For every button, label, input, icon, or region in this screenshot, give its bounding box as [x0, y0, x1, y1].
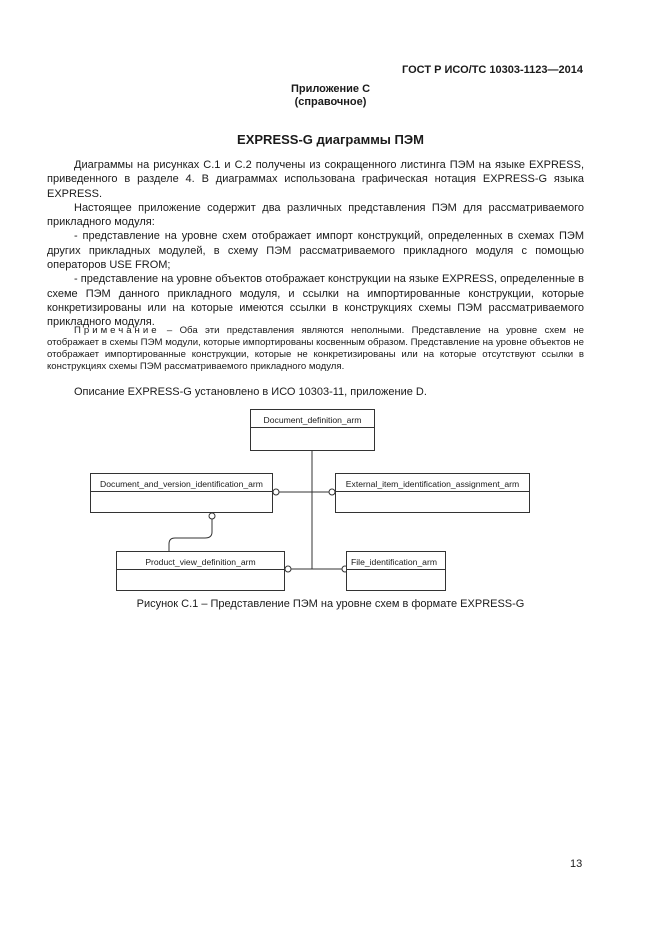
description-line: Описание EXPRESS-G установлено в ИСО 10303-11, приложение D.	[74, 386, 427, 398]
box-doc-version-identification-label: Document_and_version_identification_arm	[91, 477, 272, 492]
note-dash: –	[166, 325, 173, 336]
figure-caption: Рисунок С.1 – Представление ПЭМ на уровне схем в формате EXPRESS-G	[136, 598, 525, 610]
note-label: Примечание	[74, 325, 160, 336]
box-file-identification-label: File_identification_arm	[347, 555, 445, 570]
paragraph-3: - представление на уровне схем отображает импорт конструкций, определенных в схемах ПЭМ других прикладных модулей, в схему ПЭМ рассматриваемого прикладного модуля с помощью операторов USE FROM;	[47, 230, 584, 272]
box-external-item-identification	[335, 473, 530, 513]
ring-product-view	[285, 566, 291, 572]
note-text: Оба эти представления являются неполными. Представление на уровне схем не отображает в схемы ПЭМ модули, которые импортированы косвенным образом. Представление на уровне объектов не отображает импортированные конструкции, которые не конкретизированы или на которые отсутствуют ссылки в конструкциях схемы ПЭМ рассматриваемого прикладного модуля.	[47, 325, 585, 372]
box-doc-version-identification	[90, 473, 273, 513]
paragraph-1: Диаграммы на рисунках С.1 и С.2 получены из сокращенного листинга ПЭМ на языке EXPRESS, приведенного в разделе 4. В диаграммах использована графическая нотация EXPRESS-G языка EXPRESS.	[47, 159, 584, 200]
annex-subtitle: (справочное)	[294, 96, 367, 108]
paragraph-4: - представление на уровне объектов отображает конструкции на языке EXPRESS, определенные в схеме ПЭМ данного прикладного модуля, и ссылки на импортированные конструкции, которые конкретизированы или на которые имеются ссылки в конструкциях схемы ПЭМ рассматриваемого прикладного модуля.	[47, 273, 584, 329]
ring-product-to-doc	[209, 513, 215, 519]
box-document-definition-label: Document_definition_arm	[251, 413, 374, 428]
standard-code: ГОСТ Р ИСО/ТС 10303-1123—2014	[402, 64, 583, 76]
section-title: EXPRESS-G диаграммы ПЭМ	[237, 132, 424, 147]
annex-title: Приложение С	[290, 83, 371, 95]
paragraph-2: Настоящее приложение содержит два различных представления ПЭМ для рассматриваемого прикладного модуля:	[47, 201, 584, 229]
page-number: 13	[570, 858, 583, 870]
ring-doc-version	[273, 489, 279, 495]
box-file-identification	[346, 551, 446, 591]
box-document-definition	[250, 409, 375, 451]
box-external-item-identification-label: External_item_identification_assignment_arm	[336, 477, 529, 492]
box-product-view-definition	[116, 551, 285, 591]
connector-product-to-doc	[169, 519, 212, 551]
box-product-view-definition-label: Product_view_definition_arm	[117, 555, 284, 570]
